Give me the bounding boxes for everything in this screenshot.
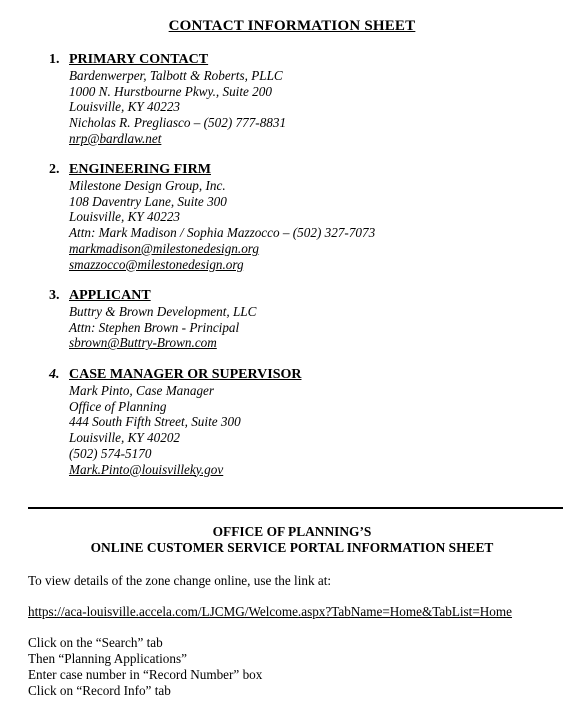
address-line: 444 South Fifth Street, Suite 300	[69, 414, 241, 430]
step-line: Then “Planning Applications”	[28, 651, 187, 666]
section-body	[69, 68, 286, 147]
contact-line: Attn: Stephen Brown - Principal	[69, 319, 240, 335]
section-primary-contact	[49, 52, 286, 147]
address-line: Buttry & Brown Development, LLC	[69, 304, 257, 319]
portal-title-line: OFFICE OF PLANNING’S	[212, 524, 372, 539]
address-line: Milestone Design Group, Inc.	[69, 178, 226, 193]
email-link[interactable]: smazzocco@milestonedesign.org	[69, 256, 244, 272]
section-engineering-firm	[49, 162, 375, 272]
section-heading	[49, 162, 375, 178]
section-number: 2.	[49, 162, 60, 177]
portal-url-link[interactable]: https://aca-louisville.accela.com/LJCMG/Welcome.aspx?TabName=Home&TabList=Home	[28, 604, 513, 619]
section-case-manager	[49, 367, 301, 477]
section-title: APPLICANT	[69, 288, 151, 303]
address-line: Louisville, KY 40223	[69, 99, 181, 115]
section-heading	[49, 367, 301, 383]
section-body	[69, 304, 256, 351]
section-body	[69, 178, 375, 272]
portal-title-line: ONLINE CUSTOMER SERVICE PORTAL INFORMATION SHEET	[90, 540, 494, 555]
portal-intro: To view details of the zone change online, use the link at:	[28, 573, 332, 588]
address-line: Louisville, KY 40223	[69, 209, 181, 225]
step-line: Click on “Record Info” tab	[28, 683, 171, 698]
email-link[interactable]: Mark.Pinto@louisvilleky.gov	[69, 461, 224, 477]
phone-line: (502) 574-5170	[69, 445, 152, 461]
step-line: Enter case number in “Record Number” box	[28, 667, 263, 682]
address-line: Bardenwerper, Talbott & Roberts, PLLC	[69, 68, 283, 83]
email-link[interactable]: markmadison@milestonedesign.org	[69, 240, 260, 256]
section-number: 4.	[49, 367, 60, 382]
portal-url-line	[28, 604, 512, 620]
address-line: 108 Daventry Lane, Suite 300	[69, 193, 227, 209]
contact-line: Nicholas R. Pregliasco – (502) 777-8831	[69, 115, 287, 131]
step-line: Click on the “Search” tab	[28, 635, 163, 650]
section-number: 3.	[49, 288, 60, 303]
email-link[interactable]: sbrown@Buttry-Brown.com	[69, 335, 217, 351]
portal-steps	[28, 635, 262, 699]
section-title: CASE MANAGER OR SUPERVISOR	[69, 367, 302, 382]
email-link[interactable]: nrp@bardlaw.net	[69, 130, 162, 146]
section-applicant	[49, 288, 256, 351]
address-line: Office of Planning	[69, 398, 167, 414]
section-divider	[28, 507, 563, 509]
section-heading	[49, 52, 286, 68]
contact-line: Attn: Mark Madison / Sophia Mazzocco – (502) 327-7073	[69, 225, 376, 241]
section-number: 1.	[49, 52, 60, 67]
section-title: PRIMARY CONTACT	[69, 52, 209, 67]
section-body	[69, 383, 301, 477]
section-title: ENGINEERING FIRM	[69, 162, 211, 177]
address-line: 1000 N. Hurstbourne Pkwy., Suite 200	[69, 83, 272, 99]
page-title: CONTACT INFORMATION SHEET	[168, 18, 416, 34]
portal-title	[0, 524, 584, 556]
contact-line: Mark Pinto, Case Manager	[69, 383, 215, 398]
section-heading	[49, 288, 256, 304]
address-line: Louisville, KY 40202	[69, 430, 181, 446]
